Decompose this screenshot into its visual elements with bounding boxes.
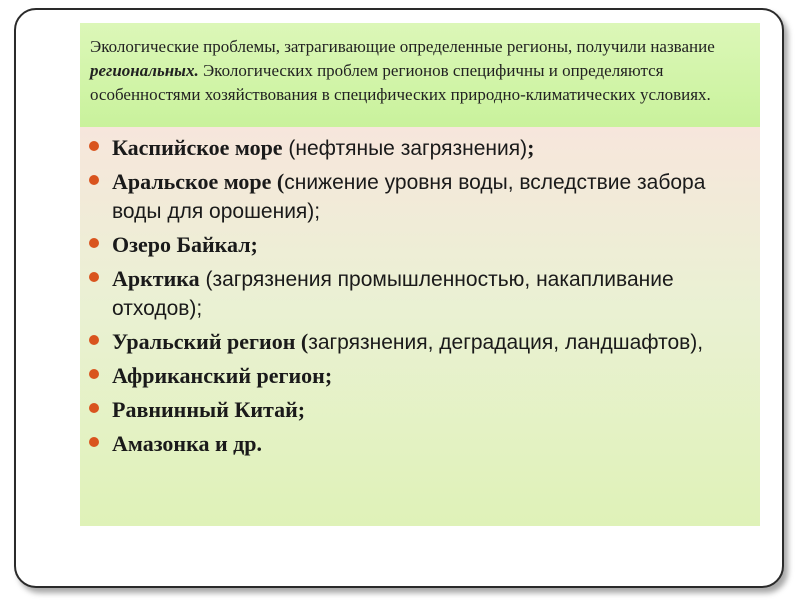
list-item xyxy=(80,327,760,357)
bullet-icon xyxy=(89,369,99,379)
region-name: Равнинный Китай; xyxy=(112,397,306,422)
list-item xyxy=(80,395,760,425)
bullet-icon xyxy=(89,238,99,248)
region-name: Арктика xyxy=(112,266,200,291)
list-item xyxy=(80,133,760,163)
region-desc: снижение уровня воды, вследствие забора воды для орошения); xyxy=(112,171,706,223)
intro-text-after: Экологических проблем регионов специфичны и определяются особенностями хозяйствования в специфических природно-климатических условиях. xyxy=(90,61,711,104)
list-item xyxy=(80,361,760,391)
bullet-icon xyxy=(89,403,99,413)
region-desc: (загрязнения промышленностью, накапливание отходов); xyxy=(112,268,674,320)
list-item xyxy=(80,429,760,459)
bullet-icon xyxy=(89,175,99,185)
list-item xyxy=(80,264,760,323)
region-list-panel xyxy=(80,127,760,526)
region-name: Озеро Байкал; xyxy=(112,232,258,257)
list-item xyxy=(80,167,760,226)
region-desc: (нефтяные загрязнения) xyxy=(282,137,528,160)
region-name: Аральское море ( xyxy=(112,169,285,194)
region-tail: ; xyxy=(527,135,535,160)
intro-text-before: Экологические проблемы, затрагивающие определенные регионы, получили название xyxy=(90,37,715,56)
bullet-icon xyxy=(89,335,99,345)
region-desc: загрязнения, деградация, ландшафтов), xyxy=(308,331,704,354)
bullet-icon xyxy=(89,141,99,151)
bullet-icon xyxy=(89,437,99,447)
intro-emphasis: региональных. xyxy=(90,61,199,80)
region-name: Амазонка и др. xyxy=(112,431,262,456)
region-name: Уральский регион ( xyxy=(112,329,309,354)
region-list xyxy=(80,133,760,459)
bullet-icon xyxy=(89,272,99,282)
intro-paragraph xyxy=(80,23,760,127)
list-item xyxy=(80,230,760,260)
region-name: Африканский регион; xyxy=(112,363,333,388)
region-name: Каспийское море xyxy=(112,135,283,160)
